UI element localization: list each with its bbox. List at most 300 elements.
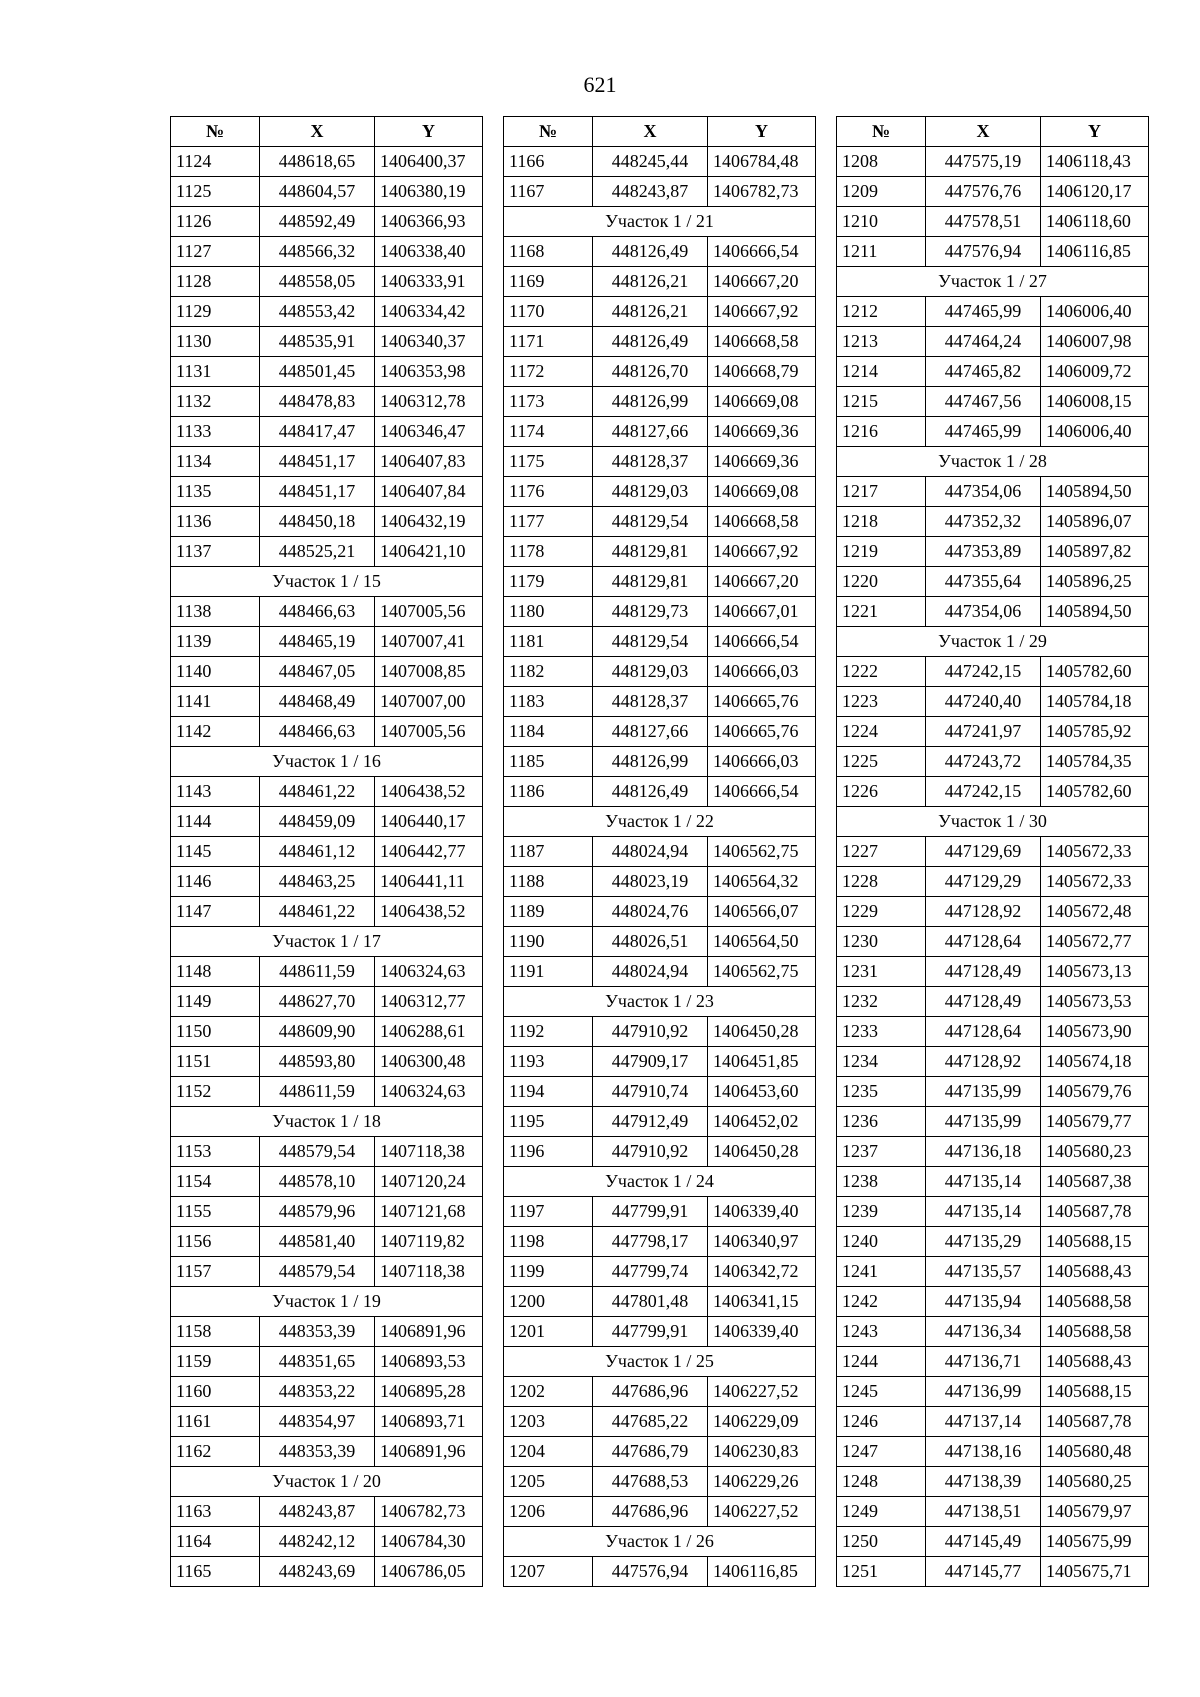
point-number-cell: 1195 — [504, 1107, 593, 1137]
point-number-cell: 1190 — [504, 927, 593, 957]
x-coordinate-cell: 447910,74 — [593, 1077, 708, 1107]
x-coordinate-cell: 447686,96 — [593, 1497, 708, 1527]
y-coordinate-cell: 1405675,99 — [1041, 1527, 1149, 1557]
y-coordinate-cell: 1406891,96 — [375, 1437, 483, 1467]
point-number-cell: 1140 — [171, 657, 260, 687]
table-row — [171, 327, 483, 357]
y-coordinate-cell: 1405679,97 — [1041, 1497, 1149, 1527]
x-coordinate-cell: 447136,18 — [926, 1137, 1041, 1167]
x-coordinate-cell: 447138,51 — [926, 1497, 1041, 1527]
y-coordinate-cell: 1406668,79 — [708, 357, 816, 387]
x-coordinate-cell: 447352,32 — [926, 507, 1041, 537]
y-coordinate-cell: 1406784,30 — [375, 1527, 483, 1557]
x-coordinate-cell: 448129,81 — [593, 567, 708, 597]
x-coordinate-cell: 448463,25 — [260, 867, 375, 897]
x-coordinate-cell: 447575,19 — [926, 147, 1041, 177]
y-coordinate-cell: 1406442,77 — [375, 837, 483, 867]
point-number-cell: 1160 — [171, 1377, 260, 1407]
y-coordinate-cell: 1406006,40 — [1041, 417, 1149, 447]
y-coordinate-cell: 1405672,77 — [1041, 927, 1149, 957]
y-coordinate-cell: 1405896,07 — [1041, 507, 1149, 537]
point-number-cell: 1158 — [171, 1317, 260, 1347]
point-number-cell: 1151 — [171, 1047, 260, 1077]
x-coordinate-cell: 448579,96 — [260, 1197, 375, 1227]
table-row — [504, 897, 816, 927]
x-coordinate-cell: 447242,15 — [926, 777, 1041, 807]
x-coordinate-cell: 447355,64 — [926, 567, 1041, 597]
point-number-cell: 1173 — [504, 387, 593, 417]
x-coordinate-cell: 447243,72 — [926, 747, 1041, 777]
point-number-cell: 1203 — [504, 1407, 593, 1437]
x-coordinate-cell: 447135,14 — [926, 1167, 1041, 1197]
y-coordinate-cell: 1405688,43 — [1041, 1257, 1149, 1287]
y-coordinate-cell: 1405784,35 — [1041, 747, 1149, 777]
y-coordinate-cell: 1406116,85 — [708, 1557, 816, 1587]
y-coordinate-cell: 1406288,61 — [375, 1017, 483, 1047]
point-number-cell: 1130 — [171, 327, 260, 357]
y-coordinate-cell: 1406118,43 — [1041, 147, 1149, 177]
table-row — [504, 1257, 816, 1287]
table-row — [504, 147, 816, 177]
y-coordinate-cell: 1405688,58 — [1041, 1287, 1149, 1317]
table-row — [504, 957, 816, 987]
table-row — [171, 1017, 483, 1047]
y-coordinate-cell: 1405896,25 — [1041, 567, 1149, 597]
table-row — [837, 1347, 1149, 1377]
table-row — [504, 1287, 816, 1317]
point-number-cell: 1179 — [504, 567, 593, 597]
x-coordinate-cell: 448243,87 — [260, 1497, 375, 1527]
point-number-cell: 1148 — [171, 957, 260, 987]
y-coordinate-cell: 1406312,78 — [375, 387, 483, 417]
point-number-cell: 1137 — [171, 537, 260, 567]
point-number-cell: 1165 — [171, 1557, 260, 1587]
y-coordinate-cell: 1405672,33 — [1041, 837, 1149, 867]
x-coordinate-cell: 447138,39 — [926, 1467, 1041, 1497]
point-number-cell: 1141 — [171, 687, 260, 717]
table-row — [504, 1557, 816, 1587]
x-coordinate-cell: 447465,99 — [926, 417, 1041, 447]
point-number-cell: 1144 — [171, 807, 260, 837]
table-row — [171, 417, 483, 447]
y-coordinate-cell: 1407007,00 — [375, 687, 483, 717]
y-coordinate-cell: 1406667,01 — [708, 597, 816, 627]
section-title: Участок 1 / 19 — [171, 1287, 483, 1317]
table-row — [504, 1377, 816, 1407]
header-number: № — [504, 117, 593, 147]
y-coordinate-cell: 1405673,13 — [1041, 957, 1149, 987]
x-coordinate-cell: 448478,83 — [260, 387, 375, 417]
point-number-cell: 1204 — [504, 1437, 593, 1467]
y-coordinate-cell: 1406339,40 — [708, 1197, 816, 1227]
table-row — [171, 237, 483, 267]
point-number-cell: 1198 — [504, 1227, 593, 1257]
y-coordinate-cell: 1406324,63 — [375, 1077, 483, 1107]
x-coordinate-cell: 447129,29 — [926, 867, 1041, 897]
table-row — [837, 1557, 1149, 1587]
y-coordinate-cell: 1406668,58 — [708, 507, 816, 537]
point-number-cell: 1180 — [504, 597, 593, 627]
table-row — [504, 687, 816, 717]
point-number-cell: 1234 — [837, 1047, 926, 1077]
y-coordinate-cell: 1406324,63 — [375, 957, 483, 987]
x-coordinate-cell: 448579,54 — [260, 1257, 375, 1287]
point-number-cell: 1168 — [504, 237, 593, 267]
table-row — [171, 687, 483, 717]
x-coordinate-cell: 447910,92 — [593, 1137, 708, 1167]
x-coordinate-cell: 448451,17 — [260, 447, 375, 477]
y-coordinate-cell: 1405687,78 — [1041, 1407, 1149, 1437]
point-number-cell: 1247 — [837, 1437, 926, 1467]
x-coordinate-cell: 447576,76 — [926, 177, 1041, 207]
y-coordinate-cell: 1405687,38 — [1041, 1167, 1149, 1197]
point-number-cell: 1126 — [171, 207, 260, 237]
y-coordinate-cell: 1406786,05 — [375, 1557, 483, 1587]
x-coordinate-cell: 447128,49 — [926, 957, 1041, 987]
y-coordinate-cell: 1406666,54 — [708, 237, 816, 267]
table-row — [171, 1077, 483, 1107]
point-number-cell: 1185 — [504, 747, 593, 777]
x-coordinate-cell: 448467,05 — [260, 657, 375, 687]
table-row — [837, 1527, 1149, 1557]
y-coordinate-cell: 1405680,48 — [1041, 1437, 1149, 1467]
point-number-cell: 1244 — [837, 1347, 926, 1377]
point-number-cell: 1226 — [837, 777, 926, 807]
x-coordinate-cell: 448128,37 — [593, 447, 708, 477]
x-coordinate-cell: 448026,51 — [593, 927, 708, 957]
table-row — [837, 207, 1149, 237]
table-row — [837, 1197, 1149, 1227]
y-coordinate-cell: 1406400,37 — [375, 147, 483, 177]
y-coordinate-cell: 1405675,71 — [1041, 1557, 1149, 1587]
x-coordinate-cell: 448451,17 — [260, 477, 375, 507]
x-coordinate-cell: 447801,48 — [593, 1287, 708, 1317]
x-coordinate-cell: 448353,39 — [260, 1437, 375, 1467]
table-row — [504, 927, 816, 957]
x-coordinate-cell: 447910,92 — [593, 1017, 708, 1047]
x-coordinate-cell: 447129,69 — [926, 837, 1041, 867]
y-coordinate-cell: 1405680,25 — [1041, 1467, 1149, 1497]
y-coordinate-cell: 1406341,15 — [708, 1287, 816, 1317]
table-row — [837, 297, 1149, 327]
point-number-cell: 1133 — [171, 417, 260, 447]
point-number-cell: 1167 — [504, 177, 593, 207]
x-coordinate-cell: 447138,16 — [926, 1437, 1041, 1467]
x-coordinate-cell: 447135,14 — [926, 1197, 1041, 1227]
x-coordinate-cell: 448459,09 — [260, 807, 375, 837]
point-number-cell: 1124 — [171, 147, 260, 177]
point-number-cell: 1210 — [837, 207, 926, 237]
y-coordinate-cell: 1406562,75 — [708, 837, 816, 867]
section-row — [171, 1107, 483, 1137]
table-row — [504, 387, 816, 417]
point-number-cell: 1217 — [837, 477, 926, 507]
x-coordinate-cell: 448465,19 — [260, 627, 375, 657]
x-coordinate-cell: 448461,22 — [260, 897, 375, 927]
header-y: Y — [1041, 117, 1149, 147]
table-row — [504, 597, 816, 627]
x-coordinate-cell: 447685,22 — [593, 1407, 708, 1437]
y-coordinate-cell: 1406340,97 — [708, 1227, 816, 1257]
point-number-cell: 1192 — [504, 1017, 593, 1047]
y-coordinate-cell: 1406342,72 — [708, 1257, 816, 1287]
point-number-cell: 1196 — [504, 1137, 593, 1167]
y-coordinate-cell: 1405673,90 — [1041, 1017, 1149, 1047]
y-coordinate-cell: 1406120,17 — [1041, 177, 1149, 207]
point-number-cell: 1211 — [837, 237, 926, 267]
x-coordinate-cell: 448243,87 — [593, 177, 708, 207]
section-row — [504, 807, 816, 837]
y-coordinate-cell: 1407118,38 — [375, 1257, 483, 1287]
table-row — [171, 297, 483, 327]
point-number-cell: 1138 — [171, 597, 260, 627]
section-title: Участок 1 / 18 — [171, 1107, 483, 1137]
y-coordinate-cell: 1406333,91 — [375, 267, 483, 297]
table-row — [171, 357, 483, 387]
table-row — [171, 627, 483, 657]
point-number-cell: 1216 — [837, 417, 926, 447]
point-number-cell: 1129 — [171, 297, 260, 327]
point-number-cell: 1172 — [504, 357, 593, 387]
table-row — [504, 1467, 816, 1497]
point-number-cell: 1240 — [837, 1227, 926, 1257]
table-row — [171, 597, 483, 627]
y-coordinate-cell: 1405679,77 — [1041, 1107, 1149, 1137]
table-row — [837, 477, 1149, 507]
point-number-cell: 1222 — [837, 657, 926, 687]
section-title: Участок 1 / 27 — [837, 267, 1149, 297]
x-coordinate-cell: 448127,66 — [593, 717, 708, 747]
table-row — [837, 237, 1149, 267]
x-coordinate-cell: 447465,82 — [926, 357, 1041, 387]
y-coordinate-cell: 1405688,43 — [1041, 1347, 1149, 1377]
table-row — [837, 927, 1149, 957]
table-row — [504, 717, 816, 747]
y-coordinate-cell: 1406227,52 — [708, 1377, 816, 1407]
point-number-cell: 1132 — [171, 387, 260, 417]
point-number-cell: 1135 — [171, 477, 260, 507]
y-coordinate-cell: 1406334,42 — [375, 297, 483, 327]
x-coordinate-cell: 448611,59 — [260, 1077, 375, 1107]
table-row — [171, 537, 483, 567]
y-coordinate-cell: 1406227,52 — [708, 1497, 816, 1527]
point-number-cell: 1233 — [837, 1017, 926, 1047]
table-row — [171, 807, 483, 837]
table-row — [837, 1437, 1149, 1467]
table-row — [837, 1317, 1149, 1347]
y-coordinate-cell: 1406667,92 — [708, 537, 816, 567]
table-row — [171, 717, 483, 747]
table-row — [504, 297, 816, 327]
point-number-cell: 1161 — [171, 1407, 260, 1437]
point-number-cell: 1191 — [504, 957, 593, 987]
y-coordinate-cell: 1406366,93 — [375, 207, 483, 237]
point-number-cell: 1251 — [837, 1557, 926, 1587]
x-coordinate-cell: 448023,19 — [593, 867, 708, 897]
table-row — [504, 177, 816, 207]
section-row — [171, 927, 483, 957]
point-number-cell: 1232 — [837, 987, 926, 1017]
point-number-cell: 1194 — [504, 1077, 593, 1107]
x-coordinate-cell: 448126,21 — [593, 297, 708, 327]
table-row — [837, 1227, 1149, 1257]
table-row — [171, 777, 483, 807]
x-coordinate-cell: 447353,89 — [926, 537, 1041, 567]
point-number-cell: 1131 — [171, 357, 260, 387]
point-number-cell: 1166 — [504, 147, 593, 177]
y-coordinate-cell: 1405672,48 — [1041, 897, 1149, 927]
table-row — [837, 687, 1149, 717]
point-number-cell: 1248 — [837, 1467, 926, 1497]
y-coordinate-cell: 1405894,50 — [1041, 477, 1149, 507]
x-coordinate-cell: 447136,99 — [926, 1377, 1041, 1407]
page-number: 621 — [583, 72, 617, 97]
x-coordinate-cell: 448127,66 — [593, 417, 708, 447]
table-row — [504, 267, 816, 297]
x-coordinate-cell: 448558,05 — [260, 267, 375, 297]
x-coordinate-cell: 447128,64 — [926, 927, 1041, 957]
y-coordinate-cell: 1406669,36 — [708, 417, 816, 447]
table-row — [837, 867, 1149, 897]
y-coordinate-cell: 1406229,09 — [708, 1407, 816, 1437]
point-number-cell: 1221 — [837, 597, 926, 627]
table-row — [171, 1347, 483, 1377]
point-number-cell: 1183 — [504, 687, 593, 717]
x-coordinate-cell: 447242,15 — [926, 657, 1041, 687]
point-number-cell: 1162 — [171, 1437, 260, 1467]
x-coordinate-cell: 448126,49 — [593, 777, 708, 807]
x-coordinate-cell: 448581,40 — [260, 1227, 375, 1257]
y-coordinate-cell: 1406566,07 — [708, 897, 816, 927]
y-coordinate-cell: 1406453,60 — [708, 1077, 816, 1107]
header-number: № — [171, 117, 260, 147]
section-title: Участок 1 / 28 — [837, 447, 1149, 477]
point-number-cell: 1243 — [837, 1317, 926, 1347]
point-number-cell: 1202 — [504, 1377, 593, 1407]
table-row — [171, 837, 483, 867]
table-row — [837, 417, 1149, 447]
y-coordinate-cell: 1406407,84 — [375, 477, 483, 507]
y-coordinate-cell: 1406450,28 — [708, 1137, 816, 1167]
y-coordinate-cell: 1406451,85 — [708, 1047, 816, 1077]
point-number-cell: 1163 — [171, 1497, 260, 1527]
point-number-cell: 1236 — [837, 1107, 926, 1137]
x-coordinate-cell: 448128,37 — [593, 687, 708, 717]
section-row — [171, 747, 483, 777]
table-row — [837, 507, 1149, 537]
section-row — [837, 807, 1149, 837]
point-number-cell: 1170 — [504, 297, 593, 327]
x-coordinate-cell: 447240,40 — [926, 687, 1041, 717]
point-number-cell: 1171 — [504, 327, 593, 357]
y-coordinate-cell: 1406450,28 — [708, 1017, 816, 1047]
y-coordinate-cell: 1406432,19 — [375, 507, 483, 537]
x-coordinate-cell: 448592,49 — [260, 207, 375, 237]
point-number-cell: 1220 — [837, 567, 926, 597]
point-number-cell: 1178 — [504, 537, 593, 567]
table-row — [837, 1047, 1149, 1077]
x-coordinate-cell: 447909,17 — [593, 1047, 708, 1077]
y-coordinate-cell: 1407119,82 — [375, 1227, 483, 1257]
section-title: Участок 1 / 22 — [504, 807, 816, 837]
table-row — [837, 327, 1149, 357]
header-number: № — [837, 117, 926, 147]
table-row — [171, 387, 483, 417]
table-row — [504, 537, 816, 567]
x-coordinate-cell: 448126,99 — [593, 387, 708, 417]
point-number-cell: 1219 — [837, 537, 926, 567]
table-row — [504, 837, 816, 867]
x-coordinate-cell: 448129,81 — [593, 537, 708, 567]
point-number-cell: 1150 — [171, 1017, 260, 1047]
point-number-cell: 1174 — [504, 417, 593, 447]
point-number-cell: 1227 — [837, 837, 926, 867]
header-x: X — [593, 117, 708, 147]
section-row — [171, 567, 483, 597]
y-coordinate-cell: 1405782,60 — [1041, 657, 1149, 687]
x-coordinate-cell: 447578,51 — [926, 207, 1041, 237]
table-row — [504, 237, 816, 267]
x-coordinate-cell: 448450,18 — [260, 507, 375, 537]
y-coordinate-cell: 1406666,03 — [708, 657, 816, 687]
table-row — [504, 1017, 816, 1047]
table-row — [504, 567, 816, 597]
point-number-cell: 1189 — [504, 897, 593, 927]
y-coordinate-cell: 1406452,02 — [708, 1107, 816, 1137]
table-row — [837, 1107, 1149, 1137]
y-coordinate-cell: 1406407,83 — [375, 447, 483, 477]
point-number-cell: 1242 — [837, 1287, 926, 1317]
y-coordinate-cell: 1406353,98 — [375, 357, 483, 387]
point-number-cell: 1246 — [837, 1407, 926, 1437]
section-row — [504, 207, 816, 237]
y-coordinate-cell: 1406116,85 — [1041, 237, 1149, 267]
x-coordinate-cell: 447145,77 — [926, 1557, 1041, 1587]
x-coordinate-cell: 447467,56 — [926, 387, 1041, 417]
x-coordinate-cell: 447354,06 — [926, 597, 1041, 627]
point-number-cell: 1155 — [171, 1197, 260, 1227]
y-coordinate-cell: 1406346,47 — [375, 417, 483, 447]
y-coordinate-cell: 1406666,03 — [708, 747, 816, 777]
section-title: Участок 1 / 23 — [504, 987, 816, 1017]
table-row — [504, 867, 816, 897]
point-number-cell: 1154 — [171, 1167, 260, 1197]
point-number-cell: 1182 — [504, 657, 593, 687]
y-coordinate-cell: 1406669,36 — [708, 447, 816, 477]
table-row — [837, 1467, 1149, 1497]
table-row — [837, 537, 1149, 567]
point-number-cell: 1175 — [504, 447, 593, 477]
table-row — [504, 627, 816, 657]
table-row — [171, 1527, 483, 1557]
table-row — [504, 1197, 816, 1227]
point-number-cell: 1157 — [171, 1257, 260, 1287]
point-number-cell: 1209 — [837, 177, 926, 207]
section-row — [504, 1527, 816, 1557]
y-coordinate-cell: 1406441,11 — [375, 867, 483, 897]
y-coordinate-cell: 1407118,38 — [375, 1137, 483, 1167]
x-coordinate-cell: 448129,03 — [593, 477, 708, 507]
x-coordinate-cell: 448593,80 — [260, 1047, 375, 1077]
point-number-cell: 1193 — [504, 1047, 593, 1077]
x-coordinate-cell: 447128,92 — [926, 1047, 1041, 1077]
table-row — [504, 747, 816, 777]
y-coordinate-cell: 1406782,73 — [375, 1497, 483, 1527]
section-title: Участок 1 / 30 — [837, 807, 1149, 837]
y-coordinate-cell: 1407007,41 — [375, 627, 483, 657]
point-number-cell: 1237 — [837, 1137, 926, 1167]
x-coordinate-cell: 448579,54 — [260, 1137, 375, 1167]
